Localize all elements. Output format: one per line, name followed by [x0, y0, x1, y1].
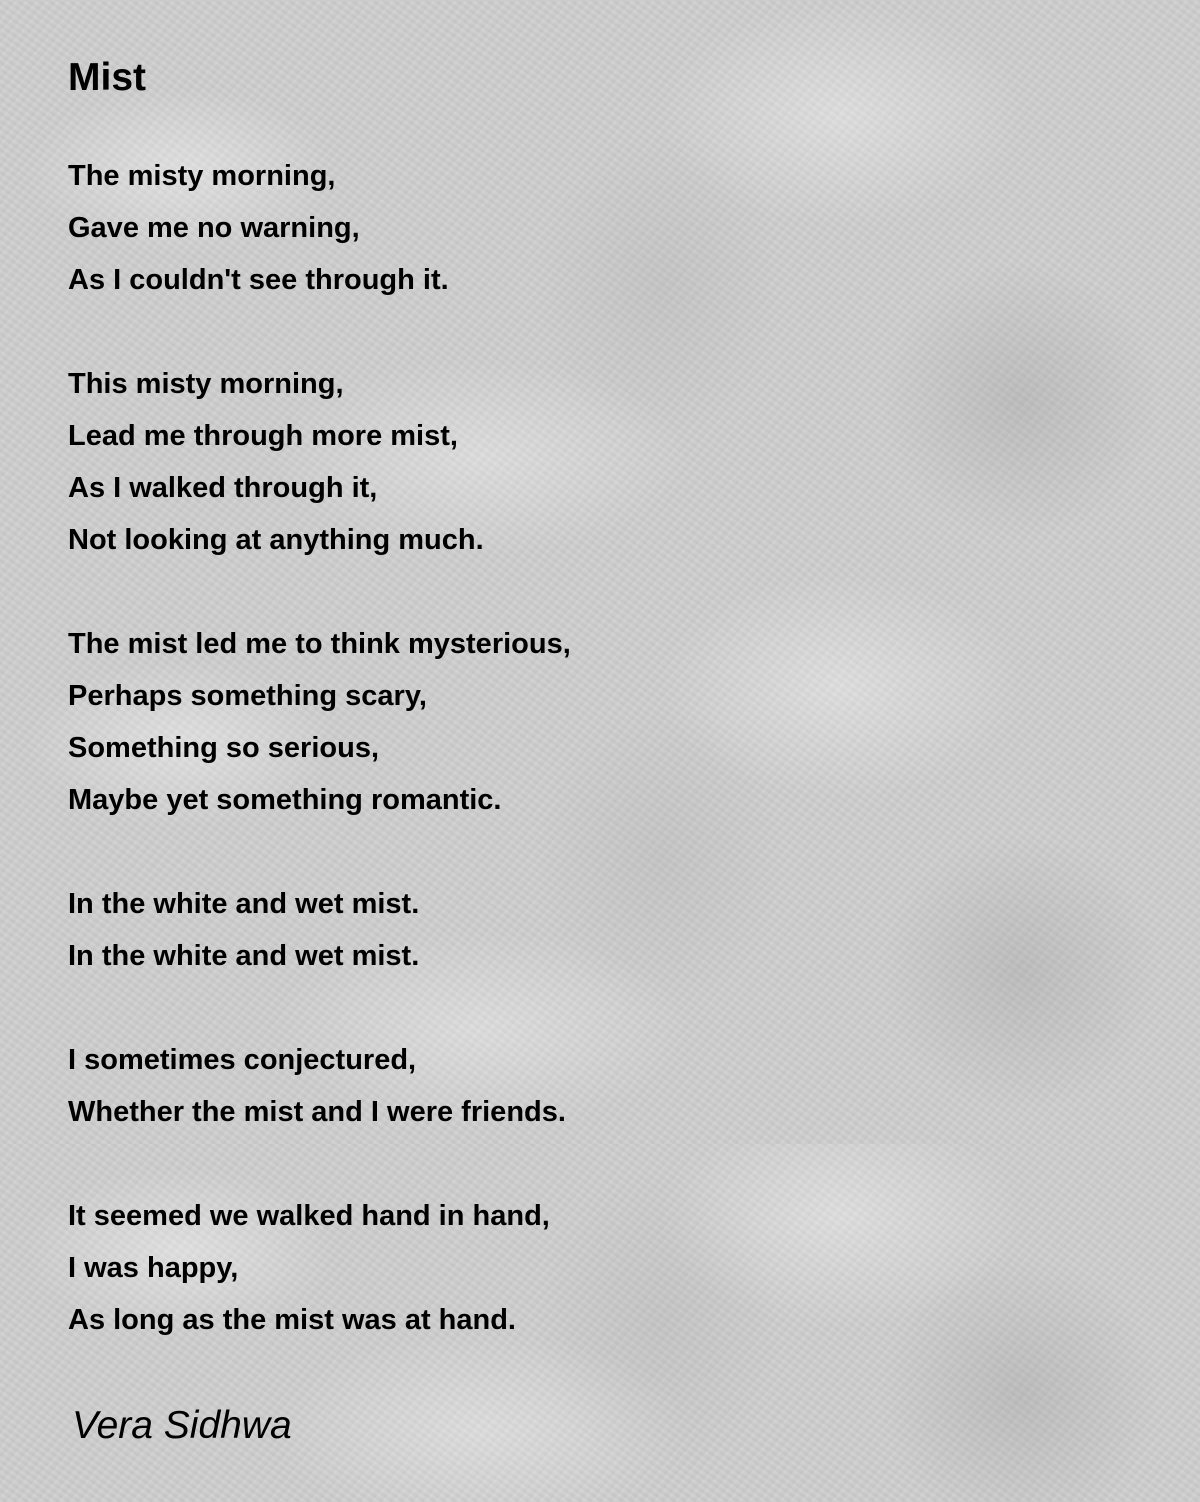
stanza [68, 150, 571, 306]
stanza [68, 618, 571, 826]
poem-line: As I walked through it, [68, 472, 378, 504]
poem-line: In the white and wet mist. [68, 888, 420, 920]
poem-line: Something so serious, [68, 732, 379, 764]
poem-line: As I couldn't see through it. [68, 264, 449, 296]
poem-line: The misty morning, [68, 160, 336, 192]
poem-line: Whether the mist and I were friends. [68, 1096, 566, 1128]
poem-line: The mist led me to think mysterious, [68, 628, 571, 660]
poem-line: Maybe yet something romantic. [68, 784, 502, 816]
poem-line: I was happy, [68, 1252, 239, 1284]
poem-line: It seemed we walked hand in hand, [68, 1200, 550, 1232]
stanza [68, 358, 571, 566]
poem-line: Lead me through more mist, [68, 420, 458, 452]
stanza [68, 1034, 571, 1138]
poem-line: I sometimes conjectured, [68, 1044, 417, 1076]
poem-line: Perhaps something scary, [68, 680, 427, 712]
poem-line: Gave me no warning, [68, 212, 360, 244]
poem-line: This misty morning, [68, 368, 344, 400]
poem-line: As long as the mist was at hand. [68, 1304, 516, 1336]
poem-line: Not looking at anything much. [68, 524, 484, 556]
poem-author: Vera Sidhwa [72, 1404, 292, 1447]
stanza [68, 878, 571, 982]
poem-title: Mist [68, 56, 146, 99]
poem-line: In the white and wet mist. [68, 940, 420, 972]
poem-body [68, 150, 571, 1398]
stanza [68, 1190, 571, 1346]
